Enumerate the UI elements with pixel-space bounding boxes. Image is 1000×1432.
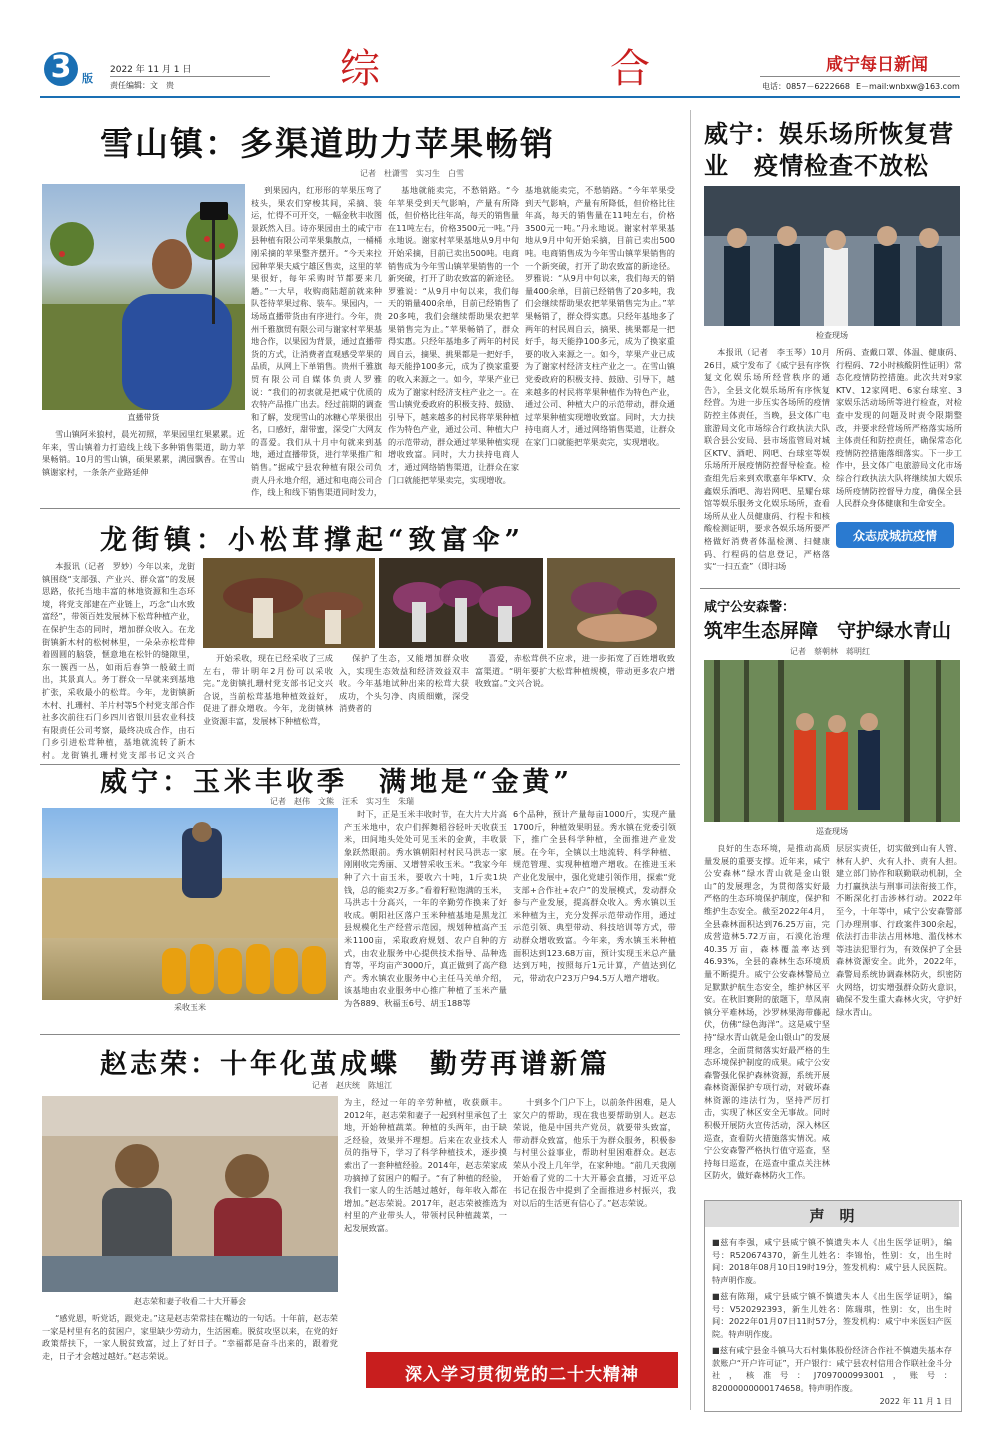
masthead	[0, 0, 1000, 100]
article-title: 龙街镇：小松茸撑起“致富伞”	[100, 525, 526, 556]
article-byline: 记者 杜潇雪 实习生 白雪	[360, 169, 464, 178]
badge-text: 众志成城抗疫情	[852, 529, 937, 543]
article-title: 威宁：娱乐场所恢复营业 疫情检查不放松	[704, 119, 954, 180]
article-byline: 记者 赵伟 文熊 汪禾 实习生 朱瑞	[270, 797, 414, 806]
article-body: 良好的生态环境，是推动高质量发展的重要支撑。近年来，咸宁公安森林“绿水青山就是金山银山”的发展理念，为贯彻落实好最严格的生态环境保护制度，保护和维护生态安全。截至2022年4月，全县森林面积达到76.25万亩，完成营造林5.72万亩，石漠化治理40.35万亩，森林覆盖率达到46.93%，全县的森林生态环境质量不断提升。威宁公安森林警局立足默默护航生态安全，维护林区平安。在秋旧赛附的旅题下，草凤南镇分平难林场，沙罗林果海带藤起伏，仿佛“绿色海洋”。这是咸宁坚持“绿水青山就是金山银山”的发展理念，全面贯彻落实好最严格的生态环境保护制度的成果。咸宁公安森警强化保护森林资源，系统开展森林资源保护专项行动，对破坏森林资源的违法行为，坚持严厉打击，实现了林区安全无事故。同时积极开展防火宣传活动，深入林区巡查，查看防火措施落实情况。咸宁公安森警严格执行值守巡查，坚持每日巡查，在巡查中重点关注林区防火，做好森林防火工作。	[704, 843, 830, 1181]
article-body: 开始采收，现在已经采收了三成左右，带计明年2月份可以采收完。”龙街镇扎珊村党支部书记文兴合说，当前松茸基地种植效益好，促进了群众增收。今年，龙街镇林业资源丰富，发展林下种植松茸，	[203, 653, 333, 726]
article-kicker: 咸宁公安森警：	[704, 600, 796, 615]
photo-mushroom	[203, 558, 375, 648]
article-body: 保护了生态，又能增加群众收入，实现生态效益和经济效益双丰收。今年基地试种出来的松茸大获成功，个头匀净、肉质细嫩，深受消费者的	[339, 653, 469, 714]
article-body: 基地就能卖完，不愁销路。“今年苹果受到天气影响，产量有所降低，但价格比往年高，每天的销售量在11吨左右，价格3500元一吨。”丹永地说。谢家村苹果基地从9月中旬开始采摘，目前已卖出500吨。电商销售成为今年雪山镇苹果销售的一个新突破，打开了助农致富的新途径。罗雅说：“从9月中旬以来，我们每天的销量400余单，目前已经销售了20多吨，我们会继续帮助果农把苹果销售完为止。”苹果畅销了，群众得实惠。只经年基地多了两年的村民周自云，摘果、挑果都是一把好手，每天能挣100多元，成为了换家重要的收入来源之一。如今，苹果产业已成为了谢家村经济支柱产业之一。在雪山镇党委政府的积极支持、鼓励、引导下，越来越多的村民将苹果种植作为特色产业，通过公司、种植大户的示范带动，群众通过苹果种植实现增收致富。同时，大力扶持电商人才，通过网络销售渠道，让群众在家门口就能把苹果卖完，实现增收。	[525, 185, 675, 447]
notice-item: ■兹有咸宁县金斗镇马大石村集体股份经济合作社不慎遗失基本存款账户“开户许可证”，开户银行：咸宁县农村信用合作联社金斗分社，核准号：J7097000993001，账号：82000000000174658。特声明作废。	[712, 1345, 952, 1393]
paper-name: 咸宁每日新闻	[826, 55, 928, 75]
notice-item: ■兹有李强，咸宁县威宁镇不慎遗失本人《出生医学证明》，编号：R520674370，新生儿姓名：李锦怡，性别：女，出生时间：2018年08月10日19时19分，签发机构：咸宁县人民医院。特声明作废。	[712, 1237, 952, 1285]
email: E－mail:wnbxw@163.com	[856, 82, 960, 91]
photo-inspection	[704, 186, 960, 326]
article-body: 时下，正是玉米丰收时节，在大片大片高产玉米地中，农户们挥舞稻谷轻叶天收获玉米，田间地头处处可见玉米的金黄，丰收景象跃然眼前。秀水镇朝阳村村民马洪志一家刚刚收完秀丽、又增替采收玉米。“我家今年种了六十亩玉米，要收六十吨，1斤卖1块钱，总的能卖2万多。”看着籽粒饱满的玉米，马洪志十分高兴，一年的辛勤劳作换来了好收成。朝阳社区落户玉米种植基地是黑龙江县规模化生产经营示范园，规划种植高产玉米1100亩，采取政府规划、农户自种的方式，由农业服务中心提供技术指导、品种选育等，平均亩产3000斤，真正做到了高产稳产。秀水镇农业服务中心主任马关单介绍，该基地由农业服务中心推广种植了玉米产量为各889、秋福玉6号、胡玉188等	[344, 809, 507, 1008]
phone: 电话：0857－6222668	[762, 82, 850, 91]
section-char-left: 综	[340, 46, 380, 92]
article-title: 雪山镇：多渠道助力苹果畅销	[100, 124, 555, 163]
photo-mushroom	[379, 558, 543, 648]
article-body: 到果园内，红形形的苹果压弯了枝头，果农们穿梭其间，采摘、装运，忙得不可开交，一幅金秋丰收图景跃然入目。诗亦果园由土的咸宁市县种植有限公司苹果集散点，一桶桶刚采摘的苹果整齐摆开。“今天来拉园种苹果夫威宁雄区售卖，这里的苹果很好，每年采购时节都要来几趟。”一大早，收购商陆超前就来种队苍待苹果过称、装车。果园内，一场场直播带货由有序进行。今年，贵州千雅旗贸有限公司与谢家村苹果基地合作，以果园为背景，通过直播带货的方式，让消费者直观感受苹果的品质，从网上下单销售。贵州千雅旗贸有限公司自媒体负责人罗雅说：“我们的初衷就是把咸宁优质的农特产品推广出去。经过前期的调查和了解，发现雪山的冰糖心苹果很出名，口感好，甜带蜜，深受广大网友的喜爱。我们从十月中旬就来到基地，通过直播带货，进行苹果推广和销售。”据咸宁县农种植有限公司负责人丹永地介绍，通过和电商公司合作，线上和线下销售渠道同时发力，	[251, 185, 382, 498]
banner-text: 深入学习贯彻党的二十大精神	[405, 1365, 639, 1385]
photo-forest-patrol	[704, 660, 960, 822]
photo-caption: 赵志荣和妻子收看二十大开幕会	[134, 1297, 246, 1306]
photo-caption: 采收玉米	[174, 1003, 206, 1012]
article-byline: 记者 蔡朝林 蒋明红	[790, 647, 870, 656]
article-body: 雪山镇阿米狼村，晨光初照，苹果园里红果累累。近年来，雪山镇着力打造线上线下多种销售渠道，助力苹果畅销。10月的雪山镇，硕果累累，满园飘香。在雪山镇谢家村，一条条产业路延伸	[42, 429, 245, 477]
article-body: 本报讯（记者 罗妙）今年以来，龙街镇围绕“支部强、产业兴、群众富”的发展思路，依托当地丰富的林地资源和生态环境，将党支部建在产业链上，巧念“山水致富经”，带领百姓发展林下松茸种植产业，在保护生态的同时，增加群众收入。在龙街镇新木村的松树林里，一朵朵赤松茸伸着圆圆的脑袋，惬意地在松针的缝隙里，东一簇西一丛，如雨后春笋一般破土而出，其景真人。务丁群众一早就来到基地扩张，采收最小的松茸。今年，龙街镇新木村、扎珊村、羊片村等5个村党支部合作社多次前往石门乡四川省银川县农业科技有限责任公司考察，最终决成合作，由石门乡引进松茸种植，基地就流转了新木村。龙街镇扎珊村党支部书记文兴合	[42, 561, 195, 760]
article-body: 层层实责任，切实做到山有人管、林有人护、火有人扑、责有人担。建立部门协作和联勤联动机制，全力打赢执法与刑事司法衔接工作，不断深化打击涉林行动。2022年至今，十年等中，咸宁公安森警部门办理刑事、行政案件300余起，依法打击非法占用林地、滥伐林木等违法犯罪行为，有效保护了全县森林资源安全。此外，2022年，森警局系统协调森林防火，织密防火网络，切实增强群众防火意识，确保不发生重大森林火灾，守护好绿水青山。	[836, 843, 962, 1017]
photo-corn-harvest	[42, 808, 338, 1000]
photo-couple	[42, 1096, 338, 1292]
article-title: 赵志荣：十年化茧成蝶 勤劳再谱新篇	[100, 1049, 610, 1080]
article-body: 喜爱，赤松茸供不应求，进一步拓宽了百姓增收致富渠道。“明年要扩大松茸种植规模，带动更多农户增收致富。”文兴合说。	[475, 653, 675, 689]
masthead-rule	[40, 96, 960, 98]
article-body: 基地就能卖完，不愁销路。“今年苹果受到天气影响，产量有所降低，但价格比往年高，每天的销售量在11吨左右，价格3500元一吨。”丹永地说。谢家村苹果基地从9月中旬开始采摘，目前已卖出500吨。电商销售成为今年雪山镇苹果销售的一个新突破，打开了助农致富的新途径。罗雅说：“从9月中旬以来，我们每天的销量400余单，目前已经销售了20多吨，我们会继续帮助果农把苹果销售完为止。”苹果畅销了，群众得实惠。只经年基地多了两年的村民周自云，摘果、挑果都是一把好手，每天能挣100多元，成为了换家重要的收入来源之一。如今，苹果产业已成为了谢家村经济支柱产业之一。在雪山镇党委政府的积极支持、鼓励、引导下，越来越多的村民将苹果种植作为特色产业，通过公司、种植大户的示范带动，群众通过苹果种植实现增收致富。同时，大力扶持电商人才，通过网络销售渠道，让群众在家门口就能把苹果卖完，实现增收。	[388, 185, 519, 485]
photo-caption: 直播带货	[127, 413, 160, 422]
page-number-text: 3	[50, 50, 72, 85]
article-body: 6个品种，预计产量每亩1000斤，实现产量1700斤，种植效果明显。秀水镇在党委引领下，推广全县科学种植，全面推进产业发展。在今年，全镇以土地流转、科学种植、规范管理、实现种植增产增收。在推进玉米产业化发展中，强化党建引领作用，探索“党支部+合作社+农户”的发展模式，发动群众参与产业发展，提高群众收入。秀水镇以玉米种植为主，充分发挥示范带动作用，通过示范引领、典型带动、科技培训等方式，带动群众增收致富。今年来，秀水镇玉米种植面积达到123.68万亩，预计实现玉米总产量达到万吨，按照每斤1元计算，产值达到亿元，带动农户23万户94.5万人增产增收。	[513, 809, 676, 983]
article-body: 所码、查戴口罩、体温、健康码、行程码、72小时核酸阴性证明）常态化疫情防控措施。此次共对9家KTV、12家网吧、6家台球室、3家娱乐活动场所等进行检查，对检查中发现的问题及时责令限期整改，并要求经营场所严格落实场所主体责任和防控责任，确保常态化疫情防控措施落细落实。下一步工作中，县文体广电旅游局文化市场综合行政执法大队将继续加大娱乐场所疫情防控督导力度，确保全县人民群众身体健康和生命安全。	[836, 347, 962, 509]
photo-live-streaming	[42, 184, 245, 410]
article-body: 本报讯（记者 李玉琴）10月26日，威宁发布了《威宁县有序恢复文化娱乐场所经营秩序的通告》，全县文化娱乐场所有序恢复经营。为进一步压实各场所的疫情防控主体责任，当晚，县文体广电旅游局文化市场综合行政执法大队联合县公安局、县市场监管局对城区KTV、酒吧、网吧、台球室等娱乐场所开展疫情防控督导检查。检查组先后来到欢歌嘉年华KTV、众鑫娱乐酒吧、海岩网吧、星耀台球馆等娱乐服务文化娱乐场所，查看场所从业人员健康码、行程卡和核酸检测证明，要求各娱乐场所要严格做好消费者体温检测、扫健康码、行程码的信息登记，严格落实“一扫五查”（即扫场	[704, 347, 830, 572]
article-body: 为主，经过一年的辛劳种植，收获颇丰。2012年，赵志荣和妻子一起到村里承包了土地，开始种植蔬菜。种植的头两年，由于缺乏经验，效果并不理想。后来在农业技术人员的指导下，学习了科学种植技术，逐步摸索出了一套种植经验。2014年，赵志荣家成功摘掉了贫困户的帽子。“有了种植的经验，我们一家人的生活越过越好，每年收入都在增加。”赵志荣说。2017年，赵志荣被推选为村里的产业带头人，带领村民种植蔬菜，一起发展致富。	[344, 1097, 507, 1233]
photo-caption: 检查现场	[816, 331, 848, 340]
issue-date: 2022 年 11 月 1 日	[110, 65, 192, 75]
article-title: 威宁：玉米丰收季 满地是“金黄”	[100, 767, 574, 798]
section-char-right: 合	[610, 46, 650, 92]
notice-item: ■兹有陈翔，咸宁县威宁镇不慎遗失本人《出生医学证明》，编号：V520292393，新生儿姓名：陈瑞琪，性别：女，出生时间：2022年01月07日11时57分，签发机构：咸宁中米医妇产医院。特声明作废。	[712, 1291, 952, 1339]
article-byline: 记者 赵庆统 陈旭江	[312, 1081, 392, 1090]
editor: 责任编辑：文 贵	[110, 81, 174, 90]
article-body: 十到多个门户下上，以前条件困难，是人家欠户的帮助，现在我也要帮助别人。赵志荣说，他是中国共产党员，就要带头致富，带动群众致富，他乐于为群众服务，积极参与村里公益事业，帮助村里困难群众。赵志荣从小没上几年学，在家种地。“前几天我刚开始看了党的二十大开幕会直播，习近平总书记在报告中提到了全面推进乡村振兴，我对以后的生活更有信心了。”赵志荣说。	[513, 1097, 676, 1208]
photo-caption: 巡查现场	[816, 827, 848, 836]
notice-title: 声 明	[809, 1207, 855, 1225]
article-title: 筑牢生态屏障 守护绿水青山	[704, 620, 952, 642]
photo-mushroom-hand	[547, 558, 675, 648]
article-body: “感党恩，听党话，跟党走。”这是赵志荣常挂在嘴边的一句话。十年前，赵志荣一家是村里有名的贫困户，家里缺少劳动力，生活困难。脱贫攻坚以来，在党的好政策帮扶下，一家人脱贫致富，过上了好日子。“幸福都是奋斗出来的，跟着党走，日子才会越过越好。”赵志荣说。	[42, 1313, 338, 1361]
page-suffix: 版	[82, 72, 93, 85]
notice-date: 2022 年 11 月 1 日	[879, 1397, 952, 1406]
